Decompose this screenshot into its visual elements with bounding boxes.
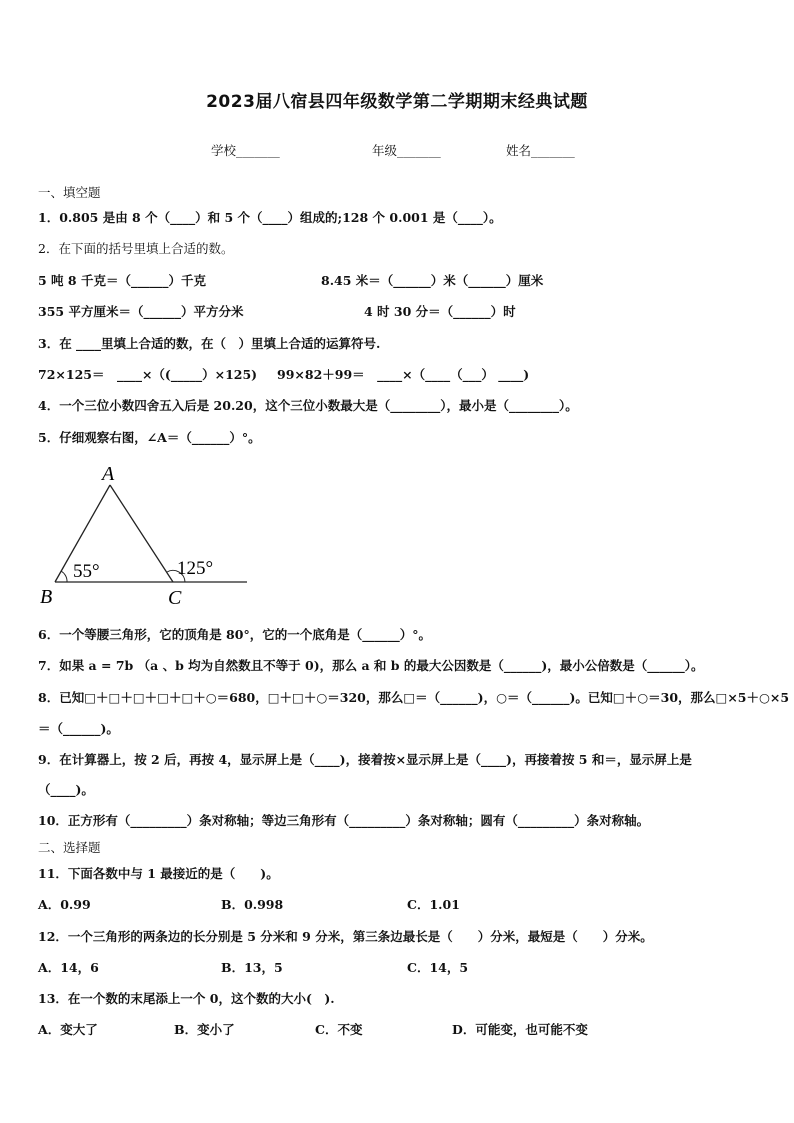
question-2c: 355 平方厘米＝（______）平方分米 xyxy=(38,304,244,319)
question-9-line2: （____)。 xyxy=(38,782,94,797)
page-title: 2023届八宿县四年级数学第二学期期末经典试题 xyxy=(206,92,588,112)
question-11-option-c: C．1.01 xyxy=(407,897,460,912)
question-2b: 8.45 米＝（______）米（______）厘米 xyxy=(321,273,544,288)
question-13-option-a: A．变大了 xyxy=(38,1022,98,1037)
question-12: 12．一个三角形的两条边的长分别是 5 分米和 9 分米，第三条边最长是（ ）分米，最短是（ ）分米。 xyxy=(38,929,653,944)
question-6: 6．一个等腰三角形，它的顶角是 80°，它的一个底角是（______）°。 xyxy=(38,627,431,642)
question-13-option-b: B．变小了 xyxy=(174,1022,235,1037)
question-1: 1．0.805 是由 8 个（____）和 5 个（____）组成的;128 个 0.001 是（____）。 xyxy=(38,210,502,225)
question-13-option-c: C．不变 xyxy=(315,1022,363,1037)
question-12-option-c: C．14，5 xyxy=(407,960,469,975)
question-13: 13．在一个数的末尾添上一个 0，这个数的大小( ). xyxy=(38,991,335,1006)
angle-b-arc xyxy=(61,571,67,582)
question-3a: 72×125＝ ____×（(_____）×125) xyxy=(38,367,258,382)
question-5: 5．仔细观察右图，∠A＝（______）°。 xyxy=(38,430,261,445)
angle-b-label: 55° xyxy=(73,561,100,582)
section-heading-choice: 二、选择题 xyxy=(38,840,101,855)
question-11: 11．下面各数中与 1 最接近的是（ )。 xyxy=(38,866,279,881)
question-11-option-b: B．0.998 xyxy=(221,897,284,912)
question-10: 10．正方形有（_________）条对称轴；等边三角形有（_________）条对称轴；圆有（_________）条对称轴。 xyxy=(38,813,650,828)
triangle-figure xyxy=(30,458,260,610)
question-4: 4．一个三位小数四舍五入后是 20.20，这个三位小数最大是（________），最小是（________）。 xyxy=(38,398,578,413)
grade-field: 年级_______ xyxy=(372,143,441,158)
section-heading-fill-blank: 一、填空题 xyxy=(38,185,101,200)
question-2d: 4 时 30 分＝（______）时 xyxy=(364,304,516,319)
question-8-line1: 8．已知□＋□＋□＋□＋□＋○＝680，□＋□＋○＝320，那么□＝（______)，○＝（______)。已知□＋○＝30，那么□×5＋○×5 xyxy=(38,690,790,705)
question-7: 7．如果 a = 7b （a 、b 均为自然数且不等于 0)，那么 a 和 b 的最大公因数是（______)，最小公倍数是（______）。 xyxy=(38,658,704,673)
question-2a: 5 吨 8 千克＝（______）千克 xyxy=(38,273,206,288)
question-3: 3．在 ____里填上合适的数，在（ ）里填上合适的运算符号. xyxy=(38,336,381,351)
question-2: 2．在下面的括号里填上合适的数。 xyxy=(38,241,234,256)
question-11-option-a: A．0.99 xyxy=(38,897,91,912)
school-field: 学校_______ xyxy=(211,143,280,158)
vertex-label-b: B xyxy=(40,586,53,608)
name-field: 姓名_______ xyxy=(506,143,575,158)
side-ac xyxy=(110,485,173,582)
angle-c-label: 125° xyxy=(177,558,214,579)
question-8-line2: ＝（______)。 xyxy=(38,721,119,736)
question-9-line1: 9．在计算器上，按 2 后，再按 4，显示屏上是（____)，接着按×显示屏上是（____)，再接着按 5 和＝，显示屏上是 xyxy=(38,752,692,767)
vertex-label-c: C xyxy=(168,587,182,609)
question-3b: 99×82＋99＝ ____×（____（___） ____) xyxy=(277,367,530,382)
question-13-option-d: D．可能变，也可能不变 xyxy=(452,1022,588,1037)
question-12-option-b: B．13，5 xyxy=(221,960,283,975)
question-12-option-a: A．14，6 xyxy=(38,960,99,975)
vertex-label-a: A xyxy=(102,463,115,485)
